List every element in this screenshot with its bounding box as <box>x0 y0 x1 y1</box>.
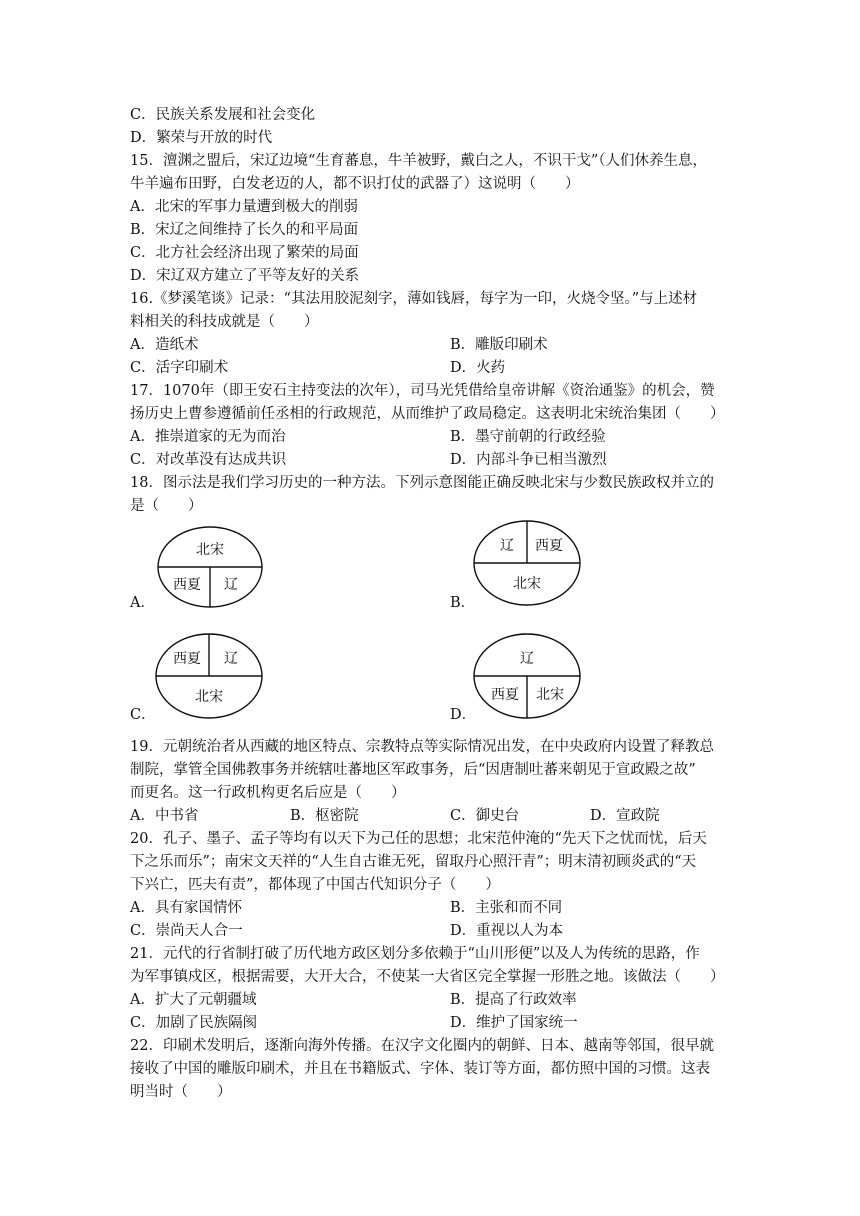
question-20-stem: 20．孔子、墨子、孟子等均有以天下为己任的思想；北宋范仲淹的“先天下之忧而忧，后天 <box>130 831 707 847</box>
question-16-option-d: D．火药 <box>450 360 506 376</box>
question-16-option-b: B．雕版印刷术 <box>450 337 548 353</box>
diagram-a-bl-text: 西夏 <box>173 577 201 593</box>
diagram-b-bottom-text: 北宋 <box>513 576 541 592</box>
question-17-option-d: D．内部斗争已相当激烈 <box>450 452 607 468</box>
question-17-option-a: A．推崇道家的无为而治 <box>130 429 286 445</box>
question-15-option-c: C．北方社会经济出现了繁荣的局面 <box>130 245 359 261</box>
diagram-a <box>156 524 266 610</box>
question-19-stem: 19．元朝统治者从西藏的地区特点、宗教特点等实际情况出发，在中央政府内设置了释教总 <box>130 739 714 755</box>
question-15-stem-cont: 牛羊遍布田野，白发老迈的人，都不识打仗的武器了）这说明（ ） <box>130 176 580 192</box>
question-16-stem: 16.《梦溪笔谈》记录：“其法用胶泥刻字，薄如钱唇，每字为一印，火烧令坚。”与上述材 <box>130 291 698 307</box>
question-20-option-b: B．主张和而不同 <box>450 900 563 916</box>
diagram-d-top-text: 辽 <box>520 651 534 667</box>
question-20-option-a: A．具有家国情怀 <box>130 900 242 916</box>
option-line: C．民族关系发展和社会变化 <box>130 107 316 123</box>
question-20-stem-cont: 下之乐而乐”；南宋文天祥的“人生自古谁无死，留取丹心照汗青”；明末清初顾炎武的“天 <box>130 854 697 870</box>
question-18-stem-cont: 是（ ） <box>130 498 203 514</box>
question-17-option-c: C．对改革没有达成共识 <box>130 452 287 468</box>
question-19-option-c: C．御史台 <box>450 808 520 824</box>
diagram-d-br-text: 北宋 <box>536 687 564 703</box>
question-19-option-d: D．宣政院 <box>590 808 660 824</box>
diagram-c <box>154 631 266 721</box>
question-19-option-b: B．枢密院 <box>290 808 359 824</box>
option-line: D．繁荣与开放的时代 <box>130 130 273 146</box>
question-15-option-a: A．北宋的军事力量遭到极大的削弱 <box>130 199 358 215</box>
question-20-option-c: C．崇尚天人合一 <box>130 923 243 939</box>
question-19-options <box>130 805 732 827</box>
diagram-c-tr-text: 辽 <box>224 651 238 667</box>
question-15-stem: 15．澶渊之盟后，宋辽边境“生育蕃息，牛羊被野，戴白之人，不识干戈”（人们休养生息， <box>130 153 708 169</box>
question-21-option-c: C．加剧了民族隔阂 <box>130 1015 258 1031</box>
option-a-label: A． <box>130 595 155 611</box>
question-15-option-d: D．宋辽双方建立了平等友好的关系 <box>130 268 360 284</box>
question-22-stem-cont2: 明当时（ ） <box>130 1084 232 1100</box>
option-b-label: B． <box>450 595 476 611</box>
question-22-stem-cont: 接收了中国的雕版印刷术，并且在书籍版式、字体、装订等方面，都仿照中国的习惯。这表 <box>130 1061 710 1077</box>
diagram-d-bl-text: 西夏 <box>491 687 519 703</box>
question-16-option-c: C．活字印刷术 <box>130 360 229 376</box>
question-21-stem-cont: 为军事镇戍区，根据需要，大开大合，不使某一大省区完全掌握一形胜之地。该做法（ ） <box>130 969 725 985</box>
diagram-c-bottom-text: 北宋 <box>195 689 223 705</box>
question-21-stem: 21．元代的行省制打破了历代地方政区划分多依赖于“山川形便”以及人为传统的思路，作 <box>130 946 700 962</box>
question-17-stem-cont: 扬历史上曹参遵循前任丞相的行政规范，从而维护了政局稳定。这表明北宋统治集团（ ） <box>130 406 725 422</box>
question-17-option-b: B．墨守前朝的行政经验 <box>450 429 606 445</box>
question-16-stem-cont: 料相关的科技成就是（ ） <box>130 314 319 330</box>
question-19-option-a: A．中书省 <box>130 808 199 824</box>
question-20-stem-cont2: 下兴亡，匹夫有责”，都体现了中国古代知识分子（ ） <box>130 877 500 893</box>
option-d-label: D． <box>450 707 477 723</box>
diagram-a-top-text: 北宋 <box>196 542 224 558</box>
diagram-b-tl-text: 辽 <box>500 538 514 554</box>
question-18-stem: 18．图示法是我们学习历史的一种方法。下列示意图能正确反映北宋与少数民族政权并立的 <box>130 475 714 491</box>
question-17-stem: 17．1070年（即王安石主持变法的次年），司马光凭借给皇帝讲解《资治通鉴》的机会，赞 <box>130 383 715 399</box>
question-15-option-b: B．宋辽之间维持了长久的和平局面 <box>130 222 359 238</box>
diagram-c-tl-text: 西夏 <box>173 651 201 667</box>
question-16-option-a: A．造纸术 <box>130 337 199 353</box>
option-c-label: C． <box>130 707 156 723</box>
diagram-a-br-text: 辽 <box>224 577 238 593</box>
question-19-stem-cont2: 而更名。这一行政机构更名后应是（ ） <box>130 785 406 801</box>
question-21-option-d: D．维护了国家统一 <box>450 1015 578 1031</box>
question-19-stem-cont: 制院，掌管全国佛教事务并统辖吐蕃地区军政事务，后“因唐制吐蕃来朝见于宣政殿之故” <box>130 762 696 778</box>
question-21-option-b: B．提高了行政效率 <box>450 992 577 1008</box>
diagram-b <box>472 518 584 608</box>
question-22-stem: 22．印刷术发明后，逐渐向海外传播。在汉字文化圈内的朝鲜、日本、越南等邻国，很早就 <box>130 1038 714 1054</box>
diagram-d <box>472 631 584 721</box>
question-21-option-a: A．扩大了元朝疆域 <box>130 992 257 1008</box>
diagram-b-tr-text: 西夏 <box>535 538 563 554</box>
question-20-option-d: D．重视以人为本 <box>450 923 564 939</box>
